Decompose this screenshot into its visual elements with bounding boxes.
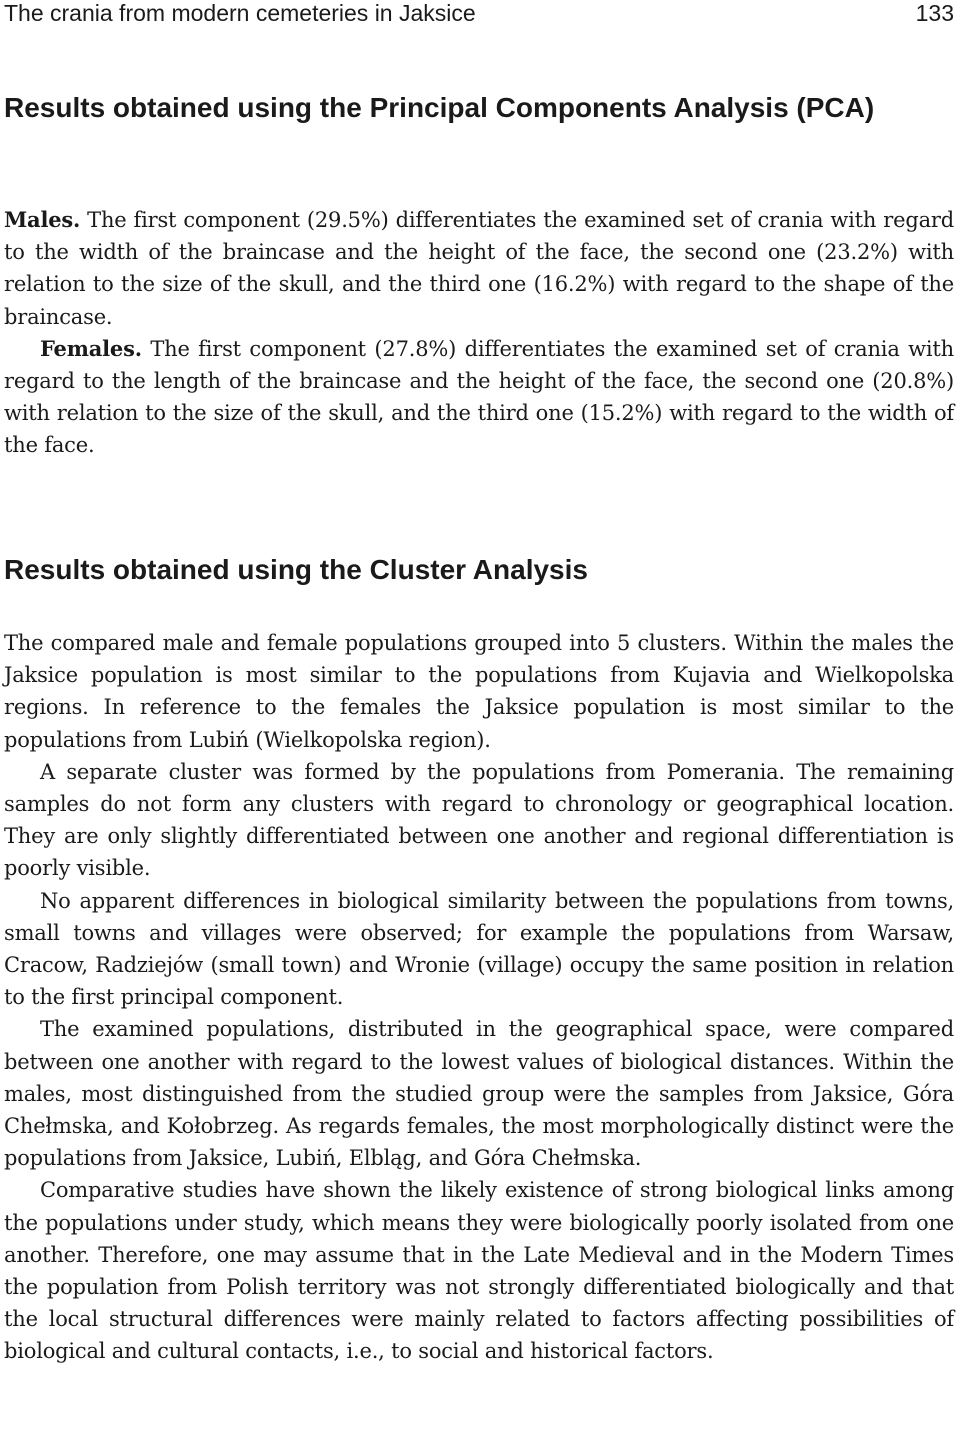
run-in-label-males: Males. <box>4 207 81 232</box>
running-head <box>4 0 954 26</box>
section-heading-cluster: Results obtained using the Cluster Analysis <box>4 554 588 585</box>
paragraph: A separate cluster was formed by the populations from Pomerania. The remaining samples do not form any clusters with regard to chronology or geographical location. They are only slightly differentiated between one another and regional differentiation is poorly visible. <box>4 759 954 881</box>
paragraph: The examined populations, distributed in the geographical space, were compared between one another with regard to the lowest values of biological distances. Within the males, most distinguished from the studied group were the samples from Jaksice, Góra Chełmska, and Kołobrzeg. As regards females, the most morphologically distinct were the populations from Jaksice, Lubiń, Elbląg, and Góra Chełmska. <box>4 1017 954 1171</box>
paragraph-females-text: The first component (27.8%) differentiates the examined set of crania with regard to the length of the braincase and the height of the face, the second one (20.8%) with relation to the size of the skull, and the third one (15.2%) with regard to the width of the face. <box>4 336 954 458</box>
page-number: 133 <box>915 0 954 26</box>
running-head-title: The crania from modern cemeteries in Jaksice <box>4 0 476 26</box>
run-in-label-females: Females. <box>40 335 142 361</box>
paragraph: No apparent differences in biological similarity between the populations from towns, small towns and villages were observed; for example the populations from Warsaw, Cracow, Radziejów (small town) and Wronie (village) occupy the same position in relation to the first principal component. <box>4 888 954 1010</box>
paragraph: The compared male and female populations grouped into 5 clusters. Within the males the Jaksice population is most similar to the populations from Kujavia and Wielkopolska regions. In reference to the females the Jaksice population is most similar to the populations from Lubiń (Wielkopolska region). <box>4 631 954 752</box>
cluster-results-text <box>4 627 954 1368</box>
pca-results-text <box>4 204 954 462</box>
paragraph-females <box>4 333 954 462</box>
paragraph-males-text: The first component (29.5%) differentiates the examined set of crania with regard to the width of the braincase and the height of the face, the second one (23.2%) with relation to the size of the skull, and the third one (16.2%) with regard to the shape of the braincase. <box>4 208 954 329</box>
paragraph: Comparative studies have shown the likely existence of strong biological links among the populations under study, which means they were biologically poorly isolated from one another. Therefore, one may assume that in the Late Medieval and in the Modern Times the population from Polish territory was not strongly differentiated biologically and that the local structural differences were mainly related to factors affecting possibilities of biological and cultural contacts, i.e., to social and historical factors. <box>4 1178 954 1364</box>
paragraph-males <box>4 204 954 333</box>
section-heading-pca: Results obtained using the Principal Components Analysis (PCA) <box>4 92 875 123</box>
